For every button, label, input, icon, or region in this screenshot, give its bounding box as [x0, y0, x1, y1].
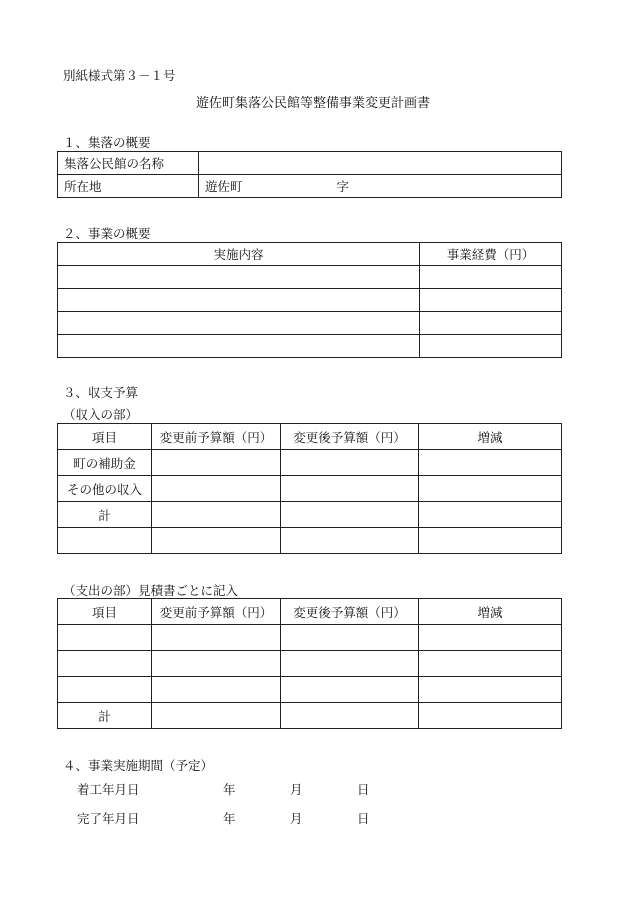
change-cell[interactable] — [419, 528, 562, 554]
after-cell[interactable] — [281, 476, 419, 502]
location-label: 所在地 — [58, 175, 199, 198]
expense-subheading: （支出の部）見積書ごとに記入 — [63, 583, 239, 598]
item-cell[interactable] — [58, 677, 152, 703]
before-cell[interactable] — [152, 502, 281, 528]
table-header-row — [58, 243, 562, 266]
cost-cell[interactable] — [420, 266, 562, 289]
table-row — [58, 335, 562, 358]
table-header-row — [58, 424, 562, 450]
col-change-header: 増減 — [419, 424, 562, 450]
form-id: 別紙様式第３－１号 — [63, 68, 176, 83]
after-cell[interactable] — [281, 450, 419, 476]
change-cell[interactable] — [419, 450, 562, 476]
table-row — [58, 289, 562, 312]
before-cell[interactable] — [152, 450, 281, 476]
change-cell[interactable] — [419, 625, 562, 651]
start-year-unit: 年 — [223, 782, 236, 797]
item-label[interactable] — [58, 528, 152, 554]
after-cell[interactable] — [281, 502, 419, 528]
item-label: その他の収入 — [58, 476, 152, 502]
item-label: 計 — [58, 703, 152, 729]
table-row — [58, 677, 562, 703]
after-cell[interactable] — [281, 528, 419, 554]
table-row — [58, 502, 562, 528]
town-name: 遊佐町 — [205, 179, 243, 194]
cost-cell[interactable] — [420, 289, 562, 312]
income-table — [57, 423, 562, 554]
col-before-header: 変更前予算額（円） — [152, 599, 281, 625]
table-row — [58, 175, 562, 198]
income-subheading: （収入の部） — [63, 407, 139, 422]
before-cell[interactable] — [152, 625, 281, 651]
col-before-header: 変更前予算額（円） — [152, 424, 281, 450]
section3-heading: ３、収支予算 — [63, 385, 139, 400]
change-cell[interactable] — [419, 677, 562, 703]
before-cell[interactable] — [152, 703, 281, 729]
after-cell[interactable] — [281, 677, 419, 703]
start-month-unit: 月 — [290, 782, 303, 797]
hall-name-label: 集落公民館の名称 — [58, 152, 199, 175]
col-after-header: 変更後予算額（円） — [281, 424, 419, 450]
content-cell[interactable] — [58, 289, 420, 312]
content-cell[interactable] — [58, 312, 420, 335]
aza-label: 字 — [336, 179, 350, 194]
table-row — [58, 625, 562, 651]
content-cell[interactable] — [58, 335, 420, 358]
col-after-header: 変更後予算額（円） — [281, 599, 419, 625]
cost-cell[interactable] — [420, 335, 562, 358]
project-overview-table — [57, 242, 562, 358]
change-cell[interactable] — [419, 651, 562, 677]
end-month-unit: 月 — [290, 811, 303, 826]
expense-table — [57, 598, 562, 729]
col-content-header: 実施内容 — [58, 243, 420, 266]
change-cell[interactable] — [419, 703, 562, 729]
section1-heading: １、集落の概要 — [63, 135, 151, 150]
col-item-header: 項目 — [58, 424, 152, 450]
table-row — [58, 651, 562, 677]
location-field[interactable] — [199, 175, 562, 198]
after-cell[interactable] — [281, 625, 419, 651]
item-cell[interactable] — [58, 651, 152, 677]
table-row — [58, 528, 562, 554]
table-row — [58, 266, 562, 289]
table-row — [58, 450, 562, 476]
item-cell[interactable] — [58, 625, 152, 651]
item-label: 計 — [58, 502, 152, 528]
section2-heading: ２、事業の概要 — [63, 226, 151, 241]
community-overview-table — [57, 151, 562, 198]
hall-name-field[interactable] — [199, 152, 562, 175]
section4-heading: ４、事業実施期間（予定） — [63, 758, 214, 773]
item-label: 町の補助金 — [58, 450, 152, 476]
table-row — [58, 312, 562, 335]
col-change-header: 増減 — [419, 599, 562, 625]
after-cell[interactable] — [281, 703, 419, 729]
table-row — [58, 703, 562, 729]
table-row — [58, 152, 562, 175]
start-day-unit: 日 — [357, 782, 370, 797]
col-item-header: 項目 — [58, 599, 152, 625]
change-cell[interactable] — [419, 502, 562, 528]
end-year-unit: 年 — [223, 811, 236, 826]
cost-cell[interactable] — [420, 312, 562, 335]
before-cell[interactable] — [152, 528, 281, 554]
col-cost-header: 事業経費（円） — [420, 243, 562, 266]
table-row — [58, 476, 562, 502]
before-cell[interactable] — [152, 677, 281, 703]
end-date-label: 完了年月日 — [77, 811, 140, 826]
before-cell[interactable] — [152, 651, 281, 677]
end-day-unit: 日 — [357, 811, 370, 826]
table-header-row — [58, 599, 562, 625]
page-title: 遊佐町集落公民館等整備事業変更計画書 — [196, 96, 431, 111]
content-cell[interactable] — [58, 266, 420, 289]
start-date-label: 着工年月日 — [77, 782, 140, 797]
after-cell[interactable] — [281, 651, 419, 677]
change-cell[interactable] — [419, 476, 562, 502]
before-cell[interactable] — [152, 476, 281, 502]
